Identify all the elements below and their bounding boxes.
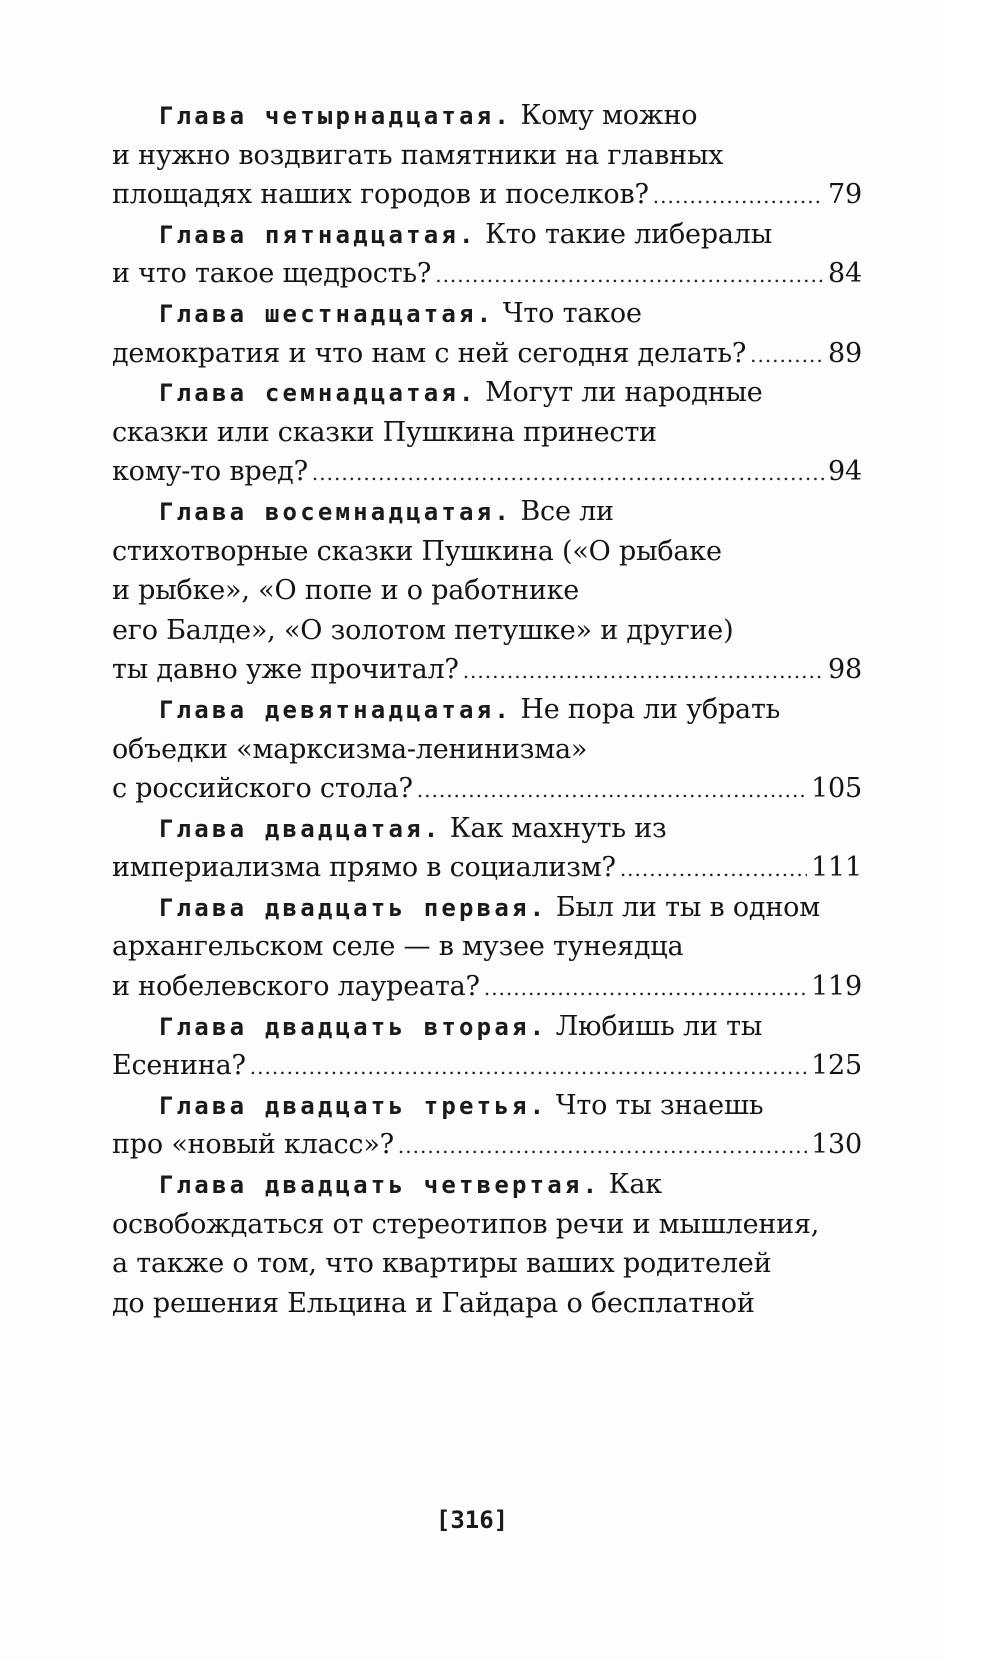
chapter-title-text: Был ли ты в одном — [555, 891, 821, 923]
toc-line — [112, 1007, 862, 1047]
toc-line — [112, 809, 862, 849]
table-of-contents — [112, 96, 862, 1323]
chapter-label: Глава восемнадцатая. — [159, 497, 512, 526]
toc-line — [112, 769, 862, 809]
toc-line — [112, 532, 862, 572]
chapter-title-text: Все ли — [520, 495, 614, 527]
dot-leader — [435, 256, 824, 296]
toc-line — [112, 730, 862, 770]
chapter-title-text: и нужно воздвигать памятники на главных — [112, 139, 724, 171]
dot-leader — [620, 850, 807, 890]
chapter-title-text: и нобелевского лауреата? — [112, 971, 480, 1003]
toc-line — [112, 175, 862, 215]
toc-entry — [112, 690, 862, 809]
chapter-title-text: Есенина? — [112, 1050, 246, 1082]
toc-line — [112, 1086, 862, 1126]
toc-page-number: 125 — [811, 1050, 862, 1082]
chapter-title-text: кому-то вред? — [112, 456, 308, 488]
toc-line — [112, 888, 862, 928]
chapter-label: Глава двадцатая. — [159, 814, 442, 843]
chapter-title-text: до решения Ельцина и Гайдара о бесплатной — [112, 1287, 755, 1319]
toc-line — [112, 452, 862, 492]
dot-leader — [417, 771, 807, 811]
chapter-title-text: про «новый класс»? — [112, 1129, 394, 1161]
chapter-title-text: сказки или сказки Пушкина принести — [112, 416, 657, 448]
toc-line — [112, 848, 862, 888]
chapter-title-text: Любишь ли ты — [555, 1010, 763, 1042]
chapter-label: Глава четырнадцатая. — [159, 102, 512, 130]
toc-entry — [112, 294, 862, 373]
chapter-title-text: Что такое — [502, 297, 642, 329]
page-number: [316] — [435, 1506, 509, 1534]
chapter-title-text: а также о том, что квартиры ваших родителей — [112, 1248, 772, 1280]
toc-line — [112, 96, 862, 136]
toc-entry — [112, 888, 862, 1007]
dot-leader — [484, 969, 807, 1009]
chapter-label: Глава шестнадцатая. — [159, 299, 495, 328]
dot-leader — [312, 454, 824, 494]
chapter-title-text: Не пора ли убрать — [520, 693, 781, 725]
toc-page-number: 105 — [811, 773, 862, 805]
toc-line — [112, 373, 862, 413]
chapter-label: Глава двадцать первая. — [159, 893, 548, 922]
toc-line — [112, 571, 862, 611]
toc-line — [112, 254, 862, 294]
chapter-title-text: Могут ли народные — [485, 377, 763, 409]
toc-line — [112, 1244, 862, 1284]
chapter-title-text: архангельском селе — в музее тунеядца — [112, 931, 684, 963]
toc-entry — [112, 215, 862, 294]
chapter-title-text: площадях наших городов и поселков? — [112, 179, 649, 211]
chapter-title-text: его Балде», «О золотом петушке» и другие) — [112, 614, 734, 646]
chapter-title-text: стихотворные сказки Пушкина («О рыбаке — [112, 535, 722, 567]
toc-page-number: 89 — [828, 337, 862, 369]
chapter-label: Глава семнадцатая. — [159, 379, 477, 408]
toc-line — [112, 294, 862, 334]
toc-page-number: 79 — [828, 179, 862, 211]
chapter-title-text: демократия и что нам с ней сегодня делать? — [112, 337, 747, 369]
toc-line — [112, 334, 862, 374]
chapter-title-text: освобождаться от стереотипов речи и мышления, — [112, 1208, 820, 1240]
chapter-label: Глава двадцать вторая. — [159, 1012, 548, 1041]
toc-line — [112, 1205, 862, 1245]
chapter-title-text: и рыбке», «О попе и о работнике — [112, 575, 580, 607]
chapter-label: Глава пятнадцатая. — [159, 220, 477, 249]
chapter-label: Глава девятнадцатая. — [159, 695, 512, 724]
dot-leader — [653, 177, 824, 217]
chapter-title-text: Как — [608, 1169, 662, 1201]
dot-leader — [463, 652, 824, 692]
toc-line — [112, 413, 862, 453]
toc-line — [112, 690, 862, 730]
toc-line — [112, 967, 862, 1007]
dot-leader — [250, 1048, 807, 1088]
toc-entry — [112, 809, 862, 888]
chapter-title-text: Как махнуть из — [449, 812, 667, 844]
toc-page-number: 130 — [811, 1129, 862, 1161]
chapter-title-text: и что такое щедрость? — [112, 258, 432, 290]
toc-page-number: 84 — [828, 258, 862, 290]
toc-line — [112, 611, 862, 651]
chapter-title-text: империализма прямо в социализм? — [112, 852, 616, 884]
toc-page-number: 94 — [828, 456, 862, 488]
chapter-title-text: с российского стола? — [112, 773, 413, 805]
toc-entry — [112, 1086, 862, 1165]
chapter-title-text: объедки «марксизма-ленинизма» — [112, 733, 588, 765]
toc-line — [112, 215, 862, 255]
toc-line — [112, 1125, 862, 1165]
dot-leader — [398, 1127, 807, 1167]
chapter-title-text: Кто такие либералы — [485, 218, 773, 250]
toc-line — [112, 1284, 862, 1324]
dot-leader — [750, 336, 824, 376]
toc-line — [112, 1046, 862, 1086]
chapter-title-text: Кому можно — [520, 100, 698, 131]
toc-entry — [112, 96, 862, 215]
chapter-title-text: ты давно уже прочитал? — [112, 654, 459, 686]
toc-line — [112, 927, 862, 967]
toc-page-number: 111 — [811, 852, 862, 884]
toc-page-number: 98 — [828, 654, 862, 686]
toc-line — [112, 136, 862, 176]
chapter-title-text: Что ты знаешь — [555, 1089, 764, 1121]
toc-line — [112, 1165, 862, 1205]
chapter-label: Глава двадцать третья. — [159, 1091, 548, 1120]
toc-line — [112, 492, 862, 532]
toc-entry — [112, 373, 862, 492]
toc-entry — [112, 1007, 862, 1086]
chapter-label: Глава двадцать четвертая. — [159, 1171, 601, 1200]
toc-line — [112, 650, 862, 690]
toc-entry — [112, 492, 862, 690]
toc-page-number: 119 — [811, 971, 862, 1003]
toc-entry — [112, 1165, 862, 1323]
